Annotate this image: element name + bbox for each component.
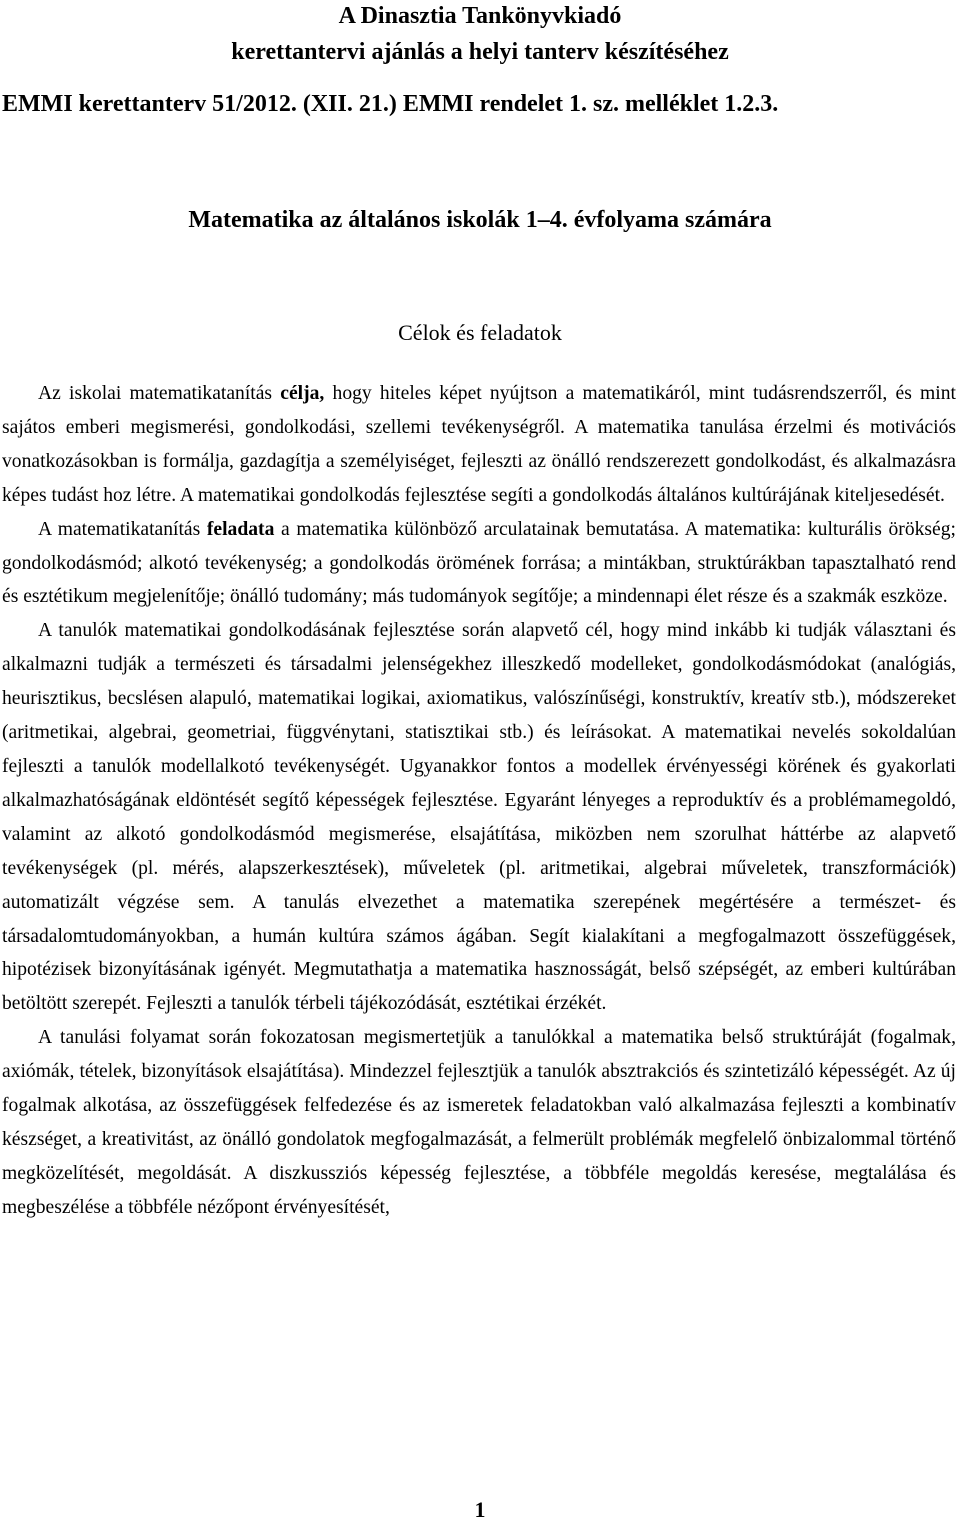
publisher-title: A Dinasztia Tankönyvkiadó — [338, 3, 622, 29]
page-number: 1 — [474, 1497, 486, 1522]
paragraph-learning-process: A tanulási folyamat során fokozatosan megismertetjük a tanulókkal a matematika belső struktúráját (fogalmak, axiómák, tételek, bizonyítások elsajátítása). Mindezzel fejlesztjük a tanulók absztrakciós és szintetizáló képességét. Az új fogalmak alkotása, az összefüggések felfedezése és az ismeretek feladatokban való alkalmazása fejleszti a kombinatív készséget, a kreativitást, az önálló gondolatok megfogalmazását, a felmerült problémák megfelelő önbizalommal történő megközelítését, megoldását. A diszkussziós képesség fejlesztése, a többféle megoldás keresése, megtalálása és megbeszélése a többféle nézőpont érvényesítését, — [2, 1027, 956, 1218]
paragraph-text: hogy hiteles képet nyújtson a matematikáról, mint tudásrendszerről, és mint sajátos emberi megismerési, gondolkodási, szellemi tevékenységről. A matematika tanulása érzelmi és motivációs vonatkozásokban is formálja, gazdagítja a személyiséget, fejleszti az önálló rendszerezett gondolkodást, és alkalmazásra képes tudást hoz létre. A matematikai gondolkodás fejlesztése segíti a gondolkodás általános kultúrájának kiteljesedését. — [2, 383, 956, 506]
emphasis-term: célja, — [280, 383, 325, 404]
paragraph-thinking-development: A tanulók matematikai gondolkodásának fejlesztése során alapvető cél, hogy mind inkább ki tudják választani és alkalmazni tudják a természeti és társadalmi jelenségekhez illeszkedő modelleket, gondolkodásmódokat (analógiás, heurisztikus, becslésen alapuló, matematikai logikai, axiomatikus, valószínűségi, konstruktív, kreatív stb.), módszereket (aritmetikai, algebrai, geometriai, függvénytani, statisztikai stb.) és leírásokat. A matematikai nevelés sokoldalúan fejleszti a tanulók modellalkotó tevékenységét. Ugyanakkor fontos a modellek érvényességi körének és gyakorlati alkalmazhatóságának eldöntését segítő képességek fejlesztése. Egyaránt lényeges a reproduktív és a problémamegoldó, valamint az alkotó gondolkodásmód megismerése, elsajátítása, miközben nem szorulhat háttérbe az alapvető tevékenységek (pl. mérés, alapszerkesztések), műveletek (pl. aritmetikai, algebrai műveletek, transzformációk) automatizált végzése sem. A tanulás elvezethet a matematika szerepének megértésére a természet- és társadalomtudományokban, a humán kultúra számos ágában. Segít kialakítani a megfogalmazott összefüggések, hipotézisek bizonyításának igényét. Megmutathatja a matematika hasznosságát, belső szépségét, az emberi kultúrában betöltött szerepét. Fejleszti a tanulók térbeli tájékozódását, esztétikai érzékét. — [2, 620, 956, 1015]
paragraph-text: a matematika különböző arculatainak bemutatása. A matematika: kulturális örökség; gondolkodásmód; alkotó tevékenység; a gondolkodás örömének forrása; a mintákban, struktúrákban tapasztalható rend és esztétikum megjelenítője; önálló tudomány; más tudományok segítője; a mindennapi élet része és a szakmák eszköze. — [2, 518, 956, 608]
body-text — [2, 377, 956, 1225]
subject-title: Matematika az általános iskolák 1–4. évfolyama számára — [188, 207, 772, 233]
section-title: Célok és feladatok — [398, 320, 562, 345]
regulation-reference: EMMI kerettanterv 51/2012. (XII. 21.) EMMI rendelet 1. sz. melléklet 1.2.3. — [2, 91, 779, 117]
recommendation-title: kerettantervi ajánlás a helyi tanterv készítéséhez — [231, 39, 729, 65]
emphasis-term: feladata — [206, 518, 275, 540]
paragraph-text: Az iskolai matematikatanítás — [38, 383, 281, 404]
paragraph-goals — [2, 377, 956, 513]
paragraph-text: A matematikatanítás — [38, 518, 207, 540]
paragraph-tasks — [2, 513, 956, 615]
